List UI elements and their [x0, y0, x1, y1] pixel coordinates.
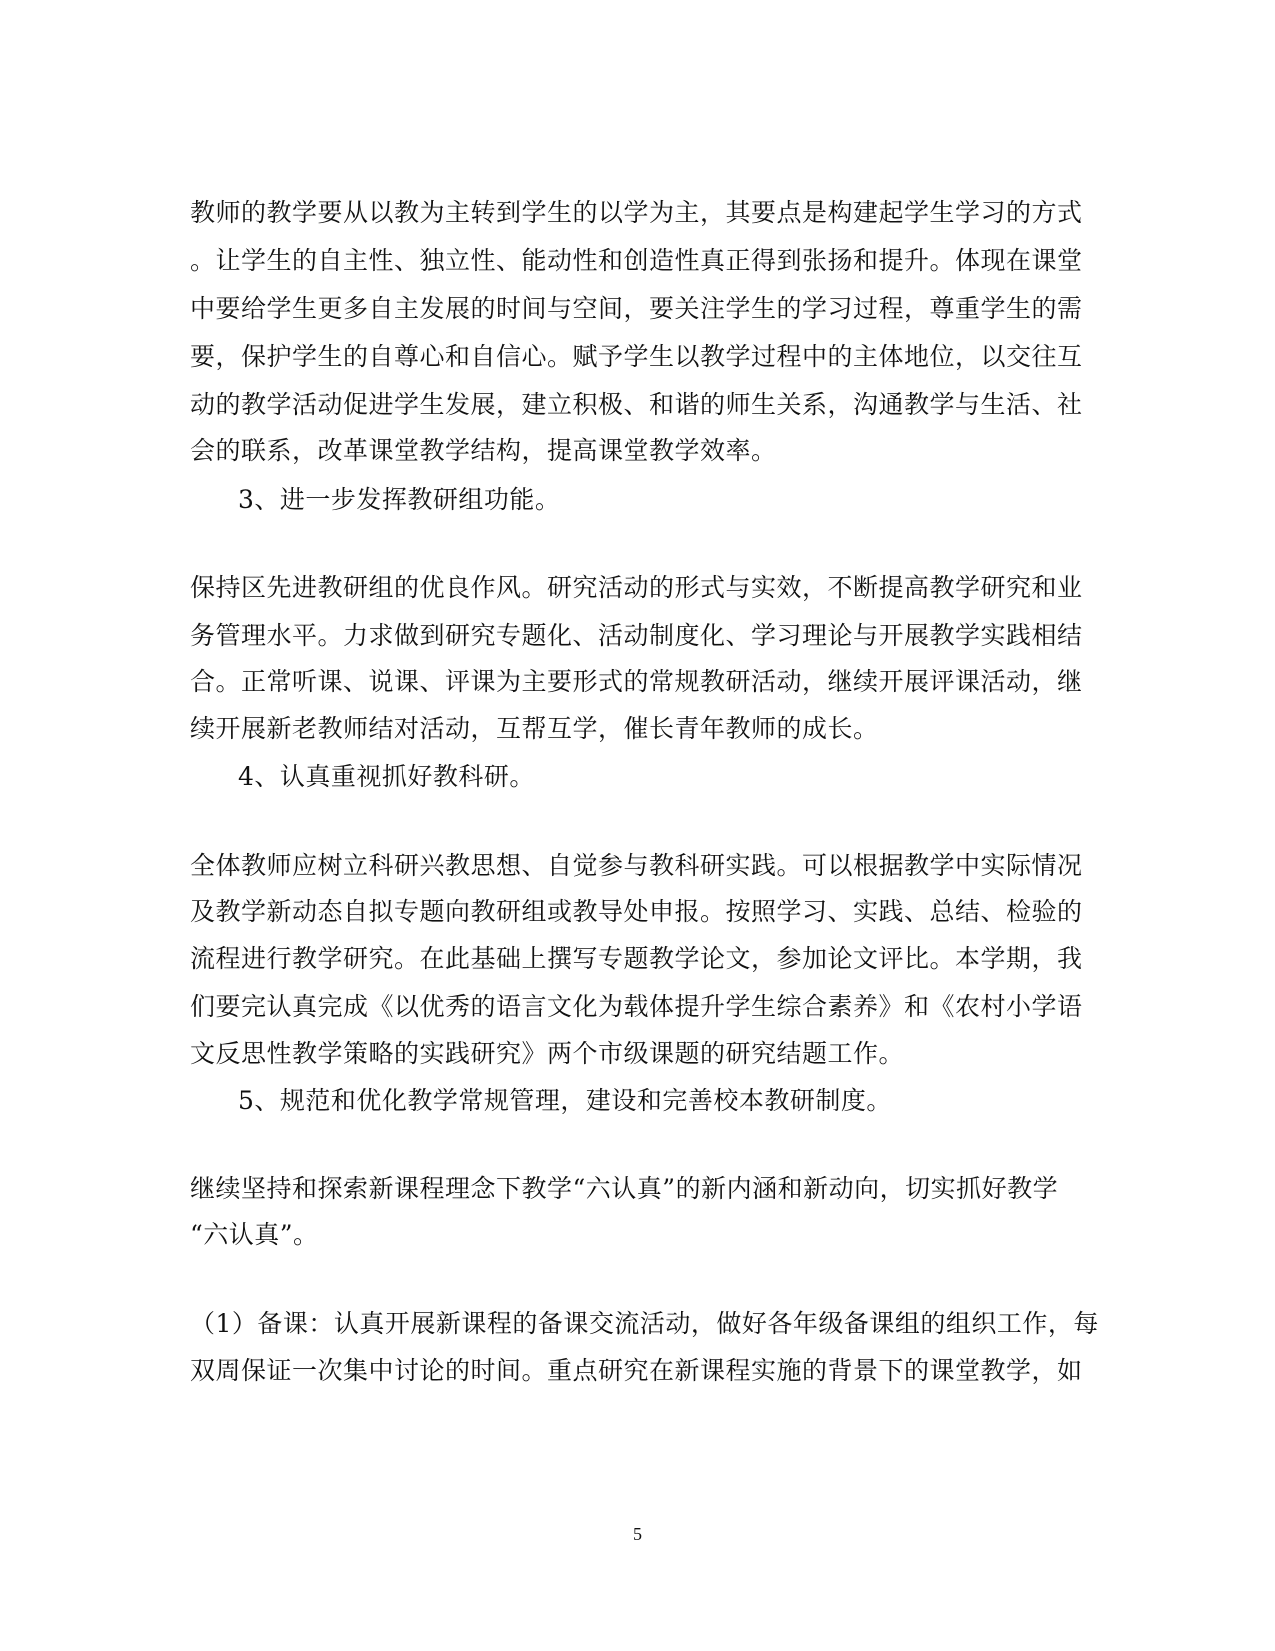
- body-text-line: 合。正常听课、说课、评课为主要形式的常规教研活动，继续开展评课活动，继: [190, 667, 1083, 696]
- body-text-line: （1）备课：认真开展新课程的备课交流活动，做好各年级备课组的组织工作，每: [190, 1309, 1099, 1338]
- page-number: 5: [633, 1524, 642, 1544]
- body-text-line: 中要给学生更多自主发展的时间与空间，要关注学生的学习过程，尊重学生的需: [190, 294, 1083, 323]
- section-heading: 4、认真重视抓好教科研。: [238, 762, 535, 791]
- body-text-line: 务管理水平。力求做到研究专题化、活动制度化、学习理论与开展教学实践相结: [190, 621, 1083, 650]
- section-heading: 5、规范和优化教学常规管理，建设和完善校本教研制度。: [238, 1086, 892, 1115]
- body-text-line: 文反思性教学策略的实践研究》两个市级课题的研究结题工作。: [190, 1039, 905, 1068]
- section-heading: 3、进一步发挥教研组功能。: [238, 485, 561, 514]
- body-text-line: 保持区先进教研组的优良作风。研究活动的形式与实效，不断提高教学研究和业: [190, 573, 1083, 602]
- body-text-line: 们要完认真完成《以优秀的语言文化为载体提升学生综合素养》和《农村小学语: [190, 992, 1083, 1021]
- body-text-line: 双周保证一次集中讨论的时间。重点研究在新课程实施的背景下的课堂教学，如: [190, 1356, 1083, 1385]
- body-text-line: 动的教学活动促进学生发展，建立积极、和谐的师生关系，沟通教学与生活、社: [190, 390, 1083, 419]
- body-text-line: “六认真”。: [190, 1220, 319, 1249]
- body-text-line: 会的联系，改革课堂教学结构，提高课堂教学效率。: [190, 436, 777, 465]
- body-text-line: 全体教师应树立科研兴教思想、自觉参与教科研实践。可以根据教学中实际情况: [190, 851, 1083, 880]
- body-text-line: 继续坚持和探索新课程理念下教学“六认真”的新内涵和新动向，切实抓好教学: [190, 1174, 1059, 1203]
- body-text-line: 流程进行教学研究。在此基础上撰写专题教学论文，参加论文评比。本学期，我: [190, 944, 1083, 973]
- body-text-line: 要，保护学生的自尊心和自信心。赋予学生以教学过程中的主体地位，以交往互: [190, 342, 1083, 371]
- body-text-line: 。让学生的自主性、独立性、能动性和创造性真正得到张扬和提升。体现在课堂: [190, 246, 1083, 275]
- body-text-line: 教师的教学要从以教为主转到学生的以学为主，其要点是构建起学生学习的方式: [190, 198, 1083, 227]
- body-text-line: 及教学新动态自拟专题向教研组或教导处申报。按照学习、实践、总结、检验的: [190, 897, 1083, 926]
- body-text-line: 续开展新老教师结对活动，互帮互学，催长青年教师的成长。: [190, 714, 879, 743]
